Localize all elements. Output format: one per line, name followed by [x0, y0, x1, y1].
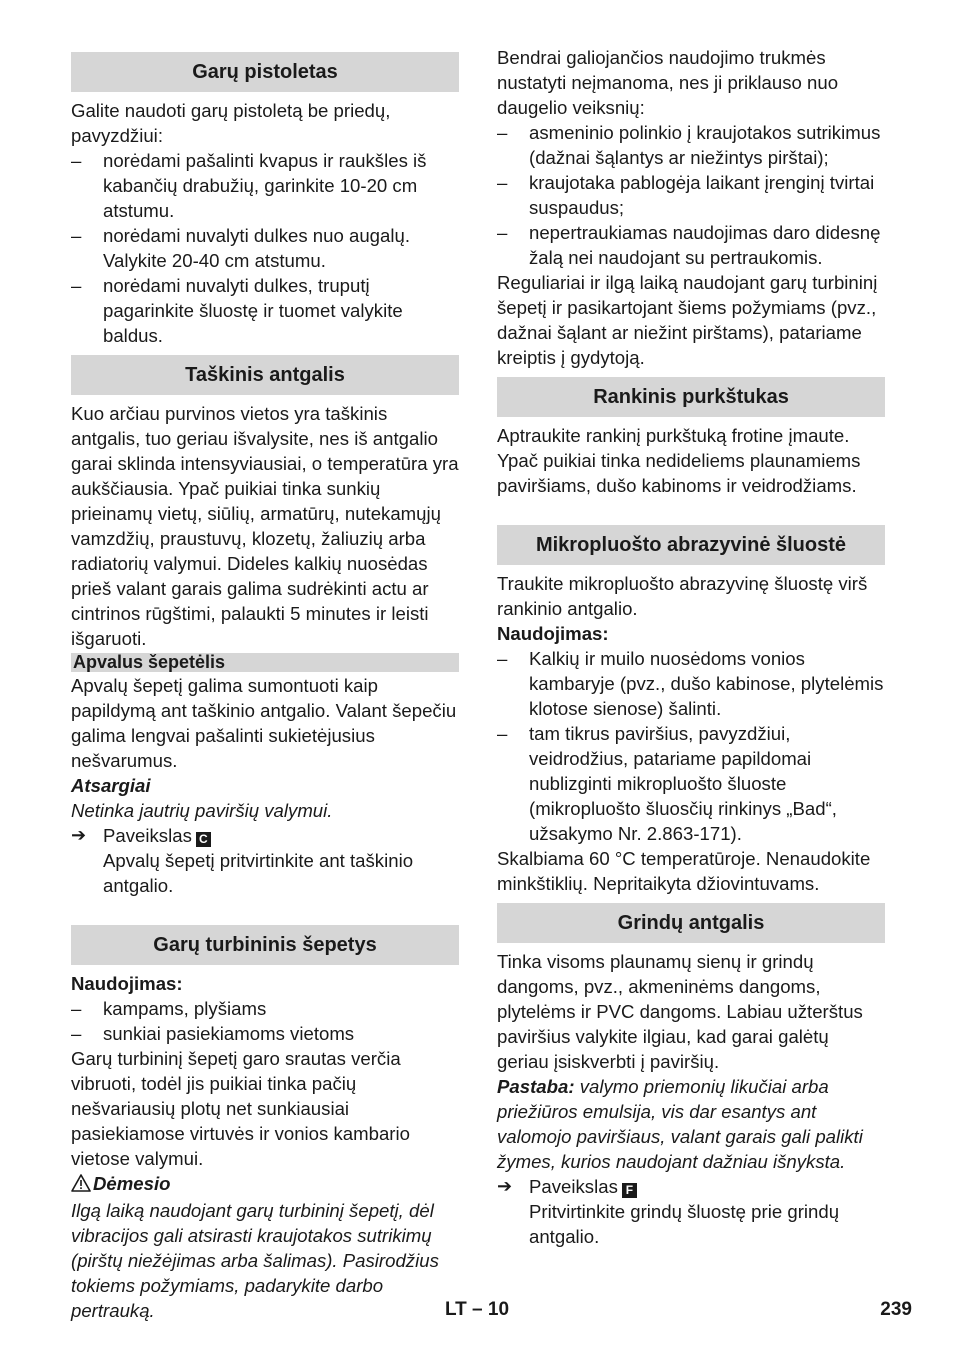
warning-triangle-icon — [71, 1173, 93, 1198]
figure-reference: ➔ Paveikslas F Pritvirtinkite grindų šluostę prie grindų antgalio. — [497, 1176, 840, 1247]
section-title-microfiber-cloth: Mikropluošto abrazyvinė šluostė — [497, 525, 885, 565]
caution-label: Atsargiai — [71, 775, 151, 796]
note — [497, 1074, 885, 1174]
floor-nozzle-text: Tinka visoms plaunamų sienų ir grindų dangoms, pvz., akmeninėms dangoms, plytelėms ir PVC dangoms. Labiau užterštus paviršius valykite ilgiau, kad garai galėtų geriau įsiskverbti į paviršių. — [497, 951, 863, 1072]
hand-nozzle-text: Aptraukite rankinį purkštuką frotine įmaute. Ypač puikiai tinka nedideliems plaunamiems paviršiams, dušo kabinoms ir veidrodžiams. — [497, 425, 861, 496]
warning-heading — [71, 1171, 459, 1198]
dash-bullet: – — [71, 1023, 82, 1044]
steam-gun-intro: Galite naudoti garų pistoletą be priedų, pavyzdžiui: — [71, 100, 391, 146]
turbo-brush-text: Garų turbininį šepetį garo srautas verčia vibruoti, todėl jis puikiai tinka pačių nešvariausių plotų net sunkiausiai pasiekiamose virtuvės ir vonios kambario vietose valymui. — [71, 1048, 410, 1169]
section-title-floor-nozzle: Grindų antgalis — [497, 903, 885, 943]
dash-bullet: – — [71, 150, 82, 171]
microfiber-text: Traukite mikropluošto abrazyvinę šluostę virš rankinio antgalio. — [497, 573, 868, 619]
dash-bullet: – — [497, 222, 508, 243]
dash-bullet: – — [497, 122, 508, 143]
figure-f-icon: F — [622, 1183, 637, 1198]
figure-instruction: Apvalų šepetį pritvirtinkite ant taškinio antgalio. — [103, 850, 414, 896]
figure-c-icon: C — [196, 832, 211, 847]
subsection-title-round-brush: Apvalus šepetėlis — [71, 653, 459, 672]
left-column — [71, 45, 459, 1323]
arrow-icon: ➔ — [497, 1176, 513, 1196]
note-label: Pastaba: — [497, 1076, 575, 1097]
footer-language-page: LT – 10 — [444, 1299, 510, 1320]
round-brush-text: Apvalų šepetį galima sumontuoti kaip papildymą ant taškinio antgalio. Valant šepečiu galima lengvai pašalinti sukietėjusius nešvarumus. — [71, 675, 457, 771]
section-title-steam-gun: Garų pistoletas — [71, 52, 459, 92]
dash-bullet: – — [71, 225, 82, 246]
figure-reference: ➔ Paveikslas C Apvalų šepetį pritvirtinkite ant taškinio antgalio. — [71, 825, 414, 896]
dash-bullet: – — [497, 172, 508, 193]
list-item: – norėdami pašalinti kvapus ir raukšles iš kabančių drabužių, garinkite 10-20 cm atstumu. — [71, 150, 427, 221]
warning-text: Ilgą laiką naudojant garų turbininį šepetį, dėl vibracijos gali atsirasti kraujotakos sutrikimų (pirštų niežėjimas arba šalimas). Pasirodžius tokiems požymiams, padarykite darbo pertrauką. — [71, 1200, 439, 1321]
list-item: – norėdami nuvalyti dulkes nuo augalų. Valykite 20-40 cm atstumu. — [71, 225, 410, 271]
caution-text: Netinka jautrių paviršių valymui. — [71, 800, 333, 821]
figure-instruction: Pritvirtinkite grindų šluostę prie grindų antgalio. — [529, 1201, 840, 1247]
list-item: – tam tikrus paviršius, pavyzdžiui, veidrodžius, patariame papildomai nublizginti mikropluošto šluoste (mikropluošto šluosčių rinkinys „Bad“, užsakymo Nr. 2.863-171). — [497, 723, 837, 844]
note-text: valymo priemonių likučiai arba priežiūros emulsija, vis dar esantys ant valomojo paviršiaus, valant garais gali palikti žymes, kurios naudojant dažniau išnyksta. — [497, 1076, 863, 1172]
duration-intro: Bendrai galiojančios naudojimo trukmės nustatyti neįmanoma, nes ji priklauso nuo daugelio veiksnių: — [497, 47, 839, 118]
usage-label: Naudojimas: — [71, 973, 183, 994]
list-item: – Kalkių ir muilo nuosėdoms vonios kambaryje (pvz., dušo kabinose, plytelėmis klotose sienose) šalinti. — [497, 648, 884, 719]
list-item: – norėdami nuvalyti dulkes, truputį pagarinkite šluostę ir tuomet valykite baldus. — [71, 275, 403, 346]
dash-bullet: – — [497, 648, 508, 669]
arrow-icon: ➔ — [71, 825, 87, 845]
list-item: – kraujotaka pablogėja laikant įrenginį tvirtai suspaudus; — [497, 172, 875, 218]
page-number: 239 — [880, 1299, 912, 1320]
dash-bullet: – — [71, 275, 82, 296]
doctor-advice-text: Reguliariai ir ilgą laiką naudojant garų turbininį šepetį ir pasikartojant šiems požymiams (pvz., dažnai šąlant ar niežint pirštams), patariame kreiptis į gydytoją. — [497, 272, 878, 368]
list-item: – asmeninio polinkio į kraujotakos sutrikimus (dažnai šąlantys ar niežintys pirštai); — [497, 122, 881, 168]
right-column — [497, 45, 885, 1249]
list-item: – sunkiai pasiekiamoms vietoms — [71, 1023, 355, 1044]
section-title-turbo-brush: Garų turbininis šepetys — [71, 925, 459, 965]
usage-label: Naudojimas: — [497, 623, 609, 644]
point-nozzle-text: Kuo arčiau purvinos vietos yra taškinis antgalis, tuo geriau išvalysite, nes iš antgalio garai sklinda intensyviausiai, o temperatūra yra aukščiausia. Ypač puikiai tinka sunkių prieinamų vietų, siūlių, armatūrų, nutekamųjų vamzdžių, praustuvų, klozetų, žaliuzių arba radiatorių valymui. Dideles kalkių nuosėdas prieš valant garais galima sudrėkinti actu ar cintrinos rūgštimi, palaukti 5 minutes ir leisti išgaruoti. — [71, 403, 459, 649]
washing-text: Skalbiama 60 °C temperatūroje. Nenaudokite minkštiklių. Nepritaikyta džiovintuvams. — [497, 848, 871, 894]
list-item: – kampams, plyšiams — [71, 998, 267, 1019]
list-item: – nepertraukiamas naudojimas daro didesnę žalą nei naudojant su pertraukomis. — [497, 222, 881, 268]
dash-bullet: – — [497, 723, 508, 744]
dash-bullet: – — [71, 998, 82, 1019]
section-title-hand-nozzle: Rankinis purkštukas — [497, 377, 885, 417]
section-title-point-nozzle: Taškinis antgalis — [71, 355, 459, 395]
warning-label: Dėmesio — [93, 1173, 171, 1194]
